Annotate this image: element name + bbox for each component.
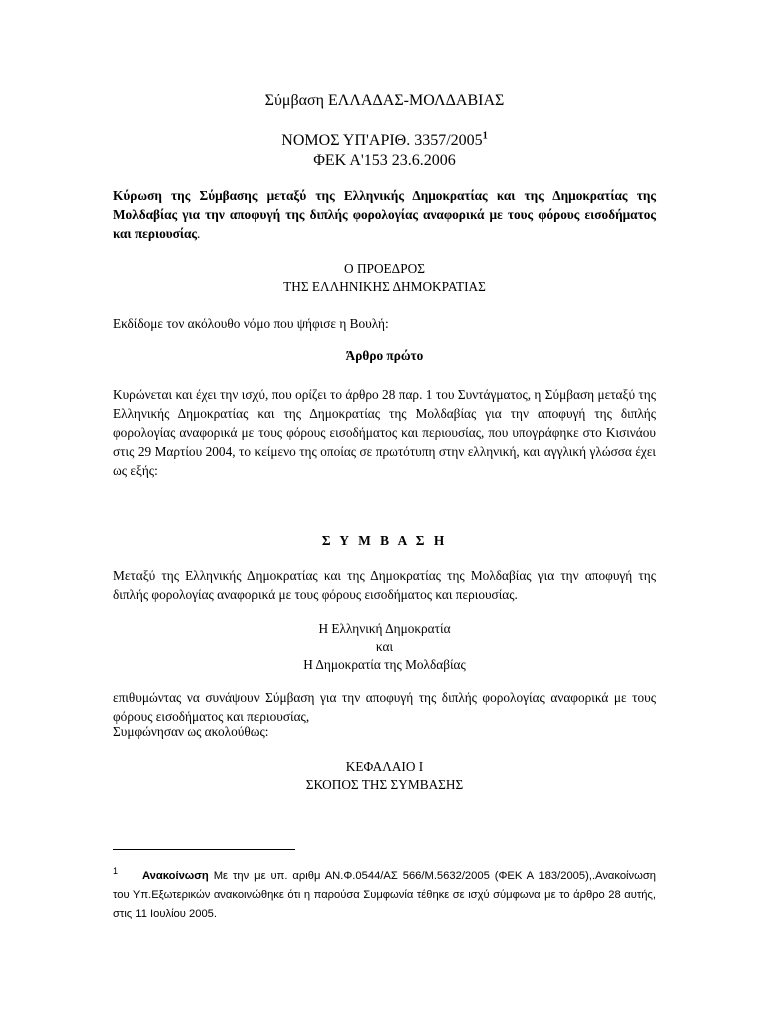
party-greece: Η Ελληνική Δημοκρατία bbox=[318, 621, 451, 636]
party-conjunction: και bbox=[375, 639, 394, 654]
desiring-clause: επιθυμώντας να συνάψουν Σύμβαση για την αποφυγή της διπλής φορολογίας αναφορικά με τους φόρους εισοδήματος και περιουσίας, bbox=[113, 690, 656, 724]
chapter-title: ΣΚΟΠΟΣ ΤΗΣ ΣΥΜΒΑΣΗΣ bbox=[305, 777, 464, 792]
document-title: Σύμβαση ΕΛΛΑΔΑΣ-ΜΟΛΔΑΒΙΑΣ bbox=[264, 92, 505, 109]
article-text: Κυρώνεται και έχει την ισχύ, που ορίζει το άρθρο 28 παρ. 1 του Συντάγματος, η Σύμβαση μεταξύ της Ελληνικής Δημοκρατίας και της Δημοκρατίας της Μολδαβίας για την αποφυγή της διπλής φορολογίας αναφορικά με τους φόρους εισοδήματος και περιουσίας, που υπογράφηκε στο Κισινάου στις 29 Μαρτίου 2004, το κείμενο της οποίας σε πρωτότυπη στην ελληνική, και αγγλική γλώσσα έχει ως εξής: bbox=[113, 387, 656, 478]
footnote-number: 1 bbox=[113, 866, 119, 877]
footnote-reference[interactable]: 1 bbox=[482, 130, 488, 142]
party-moldova: Η Δημοκρατία της Μολδαβίας bbox=[303, 657, 466, 672]
article-heading: Άρθρο πρώτο bbox=[345, 348, 424, 363]
promulgation-text: Εκδίδομε τον ακόλουθο νόμο που ψήφισε η Βουλή: bbox=[113, 316, 389, 331]
president-heading-line1: Ο ΠΡΟΕΔΡΟΣ bbox=[344, 261, 425, 276]
convention-intro: Μεταξύ της Ελληνικής Δημοκρατίας και της Δημοκρατίας της Μολδαβίας για την αποφυγή της διπλής φορολογίας αναφορικά με τους φόρους εισοδήματος και περιουσίας. bbox=[113, 568, 656, 602]
law-number-text: ΝΟΜΟΣ ΥΠ'ΑΡΙΘ. 3357/2005 bbox=[281, 132, 483, 149]
law-number bbox=[113, 131, 656, 151]
agreed-clause: Συμφώνησαν ως ακολούθως: bbox=[113, 724, 269, 739]
law-summary bbox=[113, 186, 656, 243]
footnote-separator bbox=[113, 849, 295, 850]
chapter-number: ΚΕΦΑΛΑΙΟ Ι bbox=[345, 759, 424, 774]
gazette-reference: ΦΕΚ Α'153 23.6.2006 bbox=[313, 152, 456, 169]
president-heading-line2: ΤΗΣ ΕΛΛΗΝΙΚΗΣ ΔΗΜΟΚΡΑΤΙΑΣ bbox=[283, 279, 486, 294]
law-summary-end: . bbox=[197, 226, 201, 241]
law-summary-text: Κύρωση της Σύμβασης μεταξύ της Ελληνικής Δημοκρατίας και της Δημοκρατίας της Μολδαβίας για την αποφυγή της διπλής φορολογίας αναφορικά με τους φόρους εισοδήματος και περιουσίας bbox=[113, 188, 656, 241]
footnote bbox=[113, 867, 656, 924]
footnote-lead: Ανακοίνωση bbox=[142, 870, 209, 883]
footnote-text: Με την με υπ. αριθμ ΑΝ.Φ.0544/ΑΣ 566/Μ.5632/2005 (ΦΕΚ Α 183/2005),.Ανακοίνωση του Υπ.Εξωτερικών ανακοινώθηκε ότι η παρούσα Συμφωνία τέθηκε σε ισχύ σύμφωνα με το άρθρο 28 αυτής, στις 11 Ιουλίου 2005. bbox=[113, 870, 656, 921]
convention-heading: Σ Υ Μ Β Α Σ Η bbox=[321, 533, 448, 548]
